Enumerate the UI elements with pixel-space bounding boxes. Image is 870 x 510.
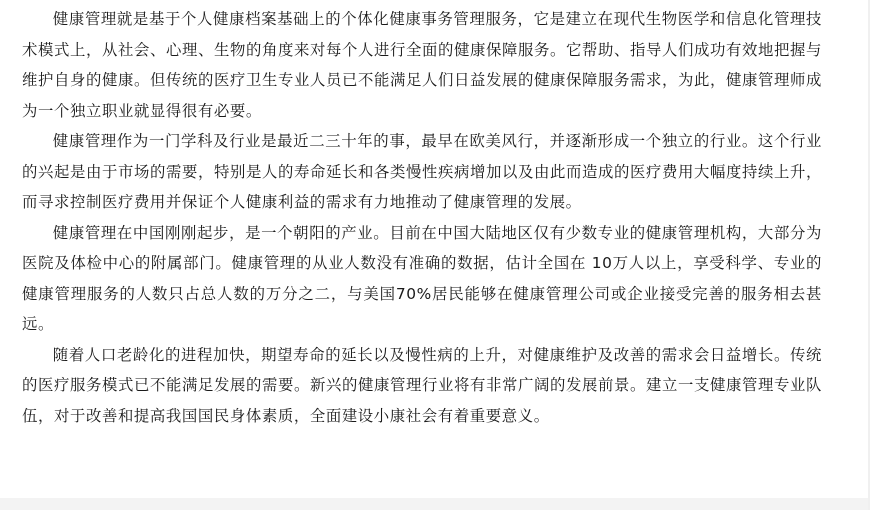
- paragraph-1: 健康管理就是基于个人健康档案基础上的个体化健康事务管理服务，它是建立在现代生物医学和信息化管理技术模式上，从社会、心理、生物的角度来对每个人进行全面的健康保障服务。它帮助、指导人们成功有效地把握与维护自身的健康。但传统的医疗卫生专业人员已不能满足人们日益发展的健康保障服务需求，为此，健康管理师成为一个独立职业就显得很有必要。: [22, 10, 822, 120]
- paragraph-4: 随着人口老龄化的进程加快，期望寿命的延长以及慢性病的上升，对健康维护及改善的需求会日益增长。传统的医疗服务模式已不能满足发展的需要。新兴的健康管理行业将有非常广阔的发展前景。建立一支健康管理专业队伍，对于改善和提高我国国民身体素质，全面建设小康社会有着重要意义。: [22, 345, 822, 425]
- article-body: [22, 4, 822, 431]
- paragraph-2: 健康管理作为一门学科及行业是最近二三十年的事，最早在欧美风行，并逐渐形成一个独立的行业。这个行业的兴起是由于市场的需要，特别是人的寿命延长和各类慢性疾病增加以及由此而造成的医疗费用大幅度持续上升，而寻求控制医疗费用并保证个人健康利益的需求有力地推动了健康管理的发展。: [22, 132, 822, 211]
- page-bottom-bar: [0, 498, 870, 510]
- paragraph-3: 健康管理在中国刚刚起步，是一个朝阳的产业。目前在中国大陆地区仅有少数专业的健康管理机构，大部分为医院及体检中心的附属部门。健康管理的从业人数没有准确的数据，估计全国在 10万人以上，享受科学、专业的健康管理服务的人数只占总人数的万分之二，与美国70%居民能够在健康管理公司或企业接受完善的服务相去甚远。: [22, 223, 822, 333]
